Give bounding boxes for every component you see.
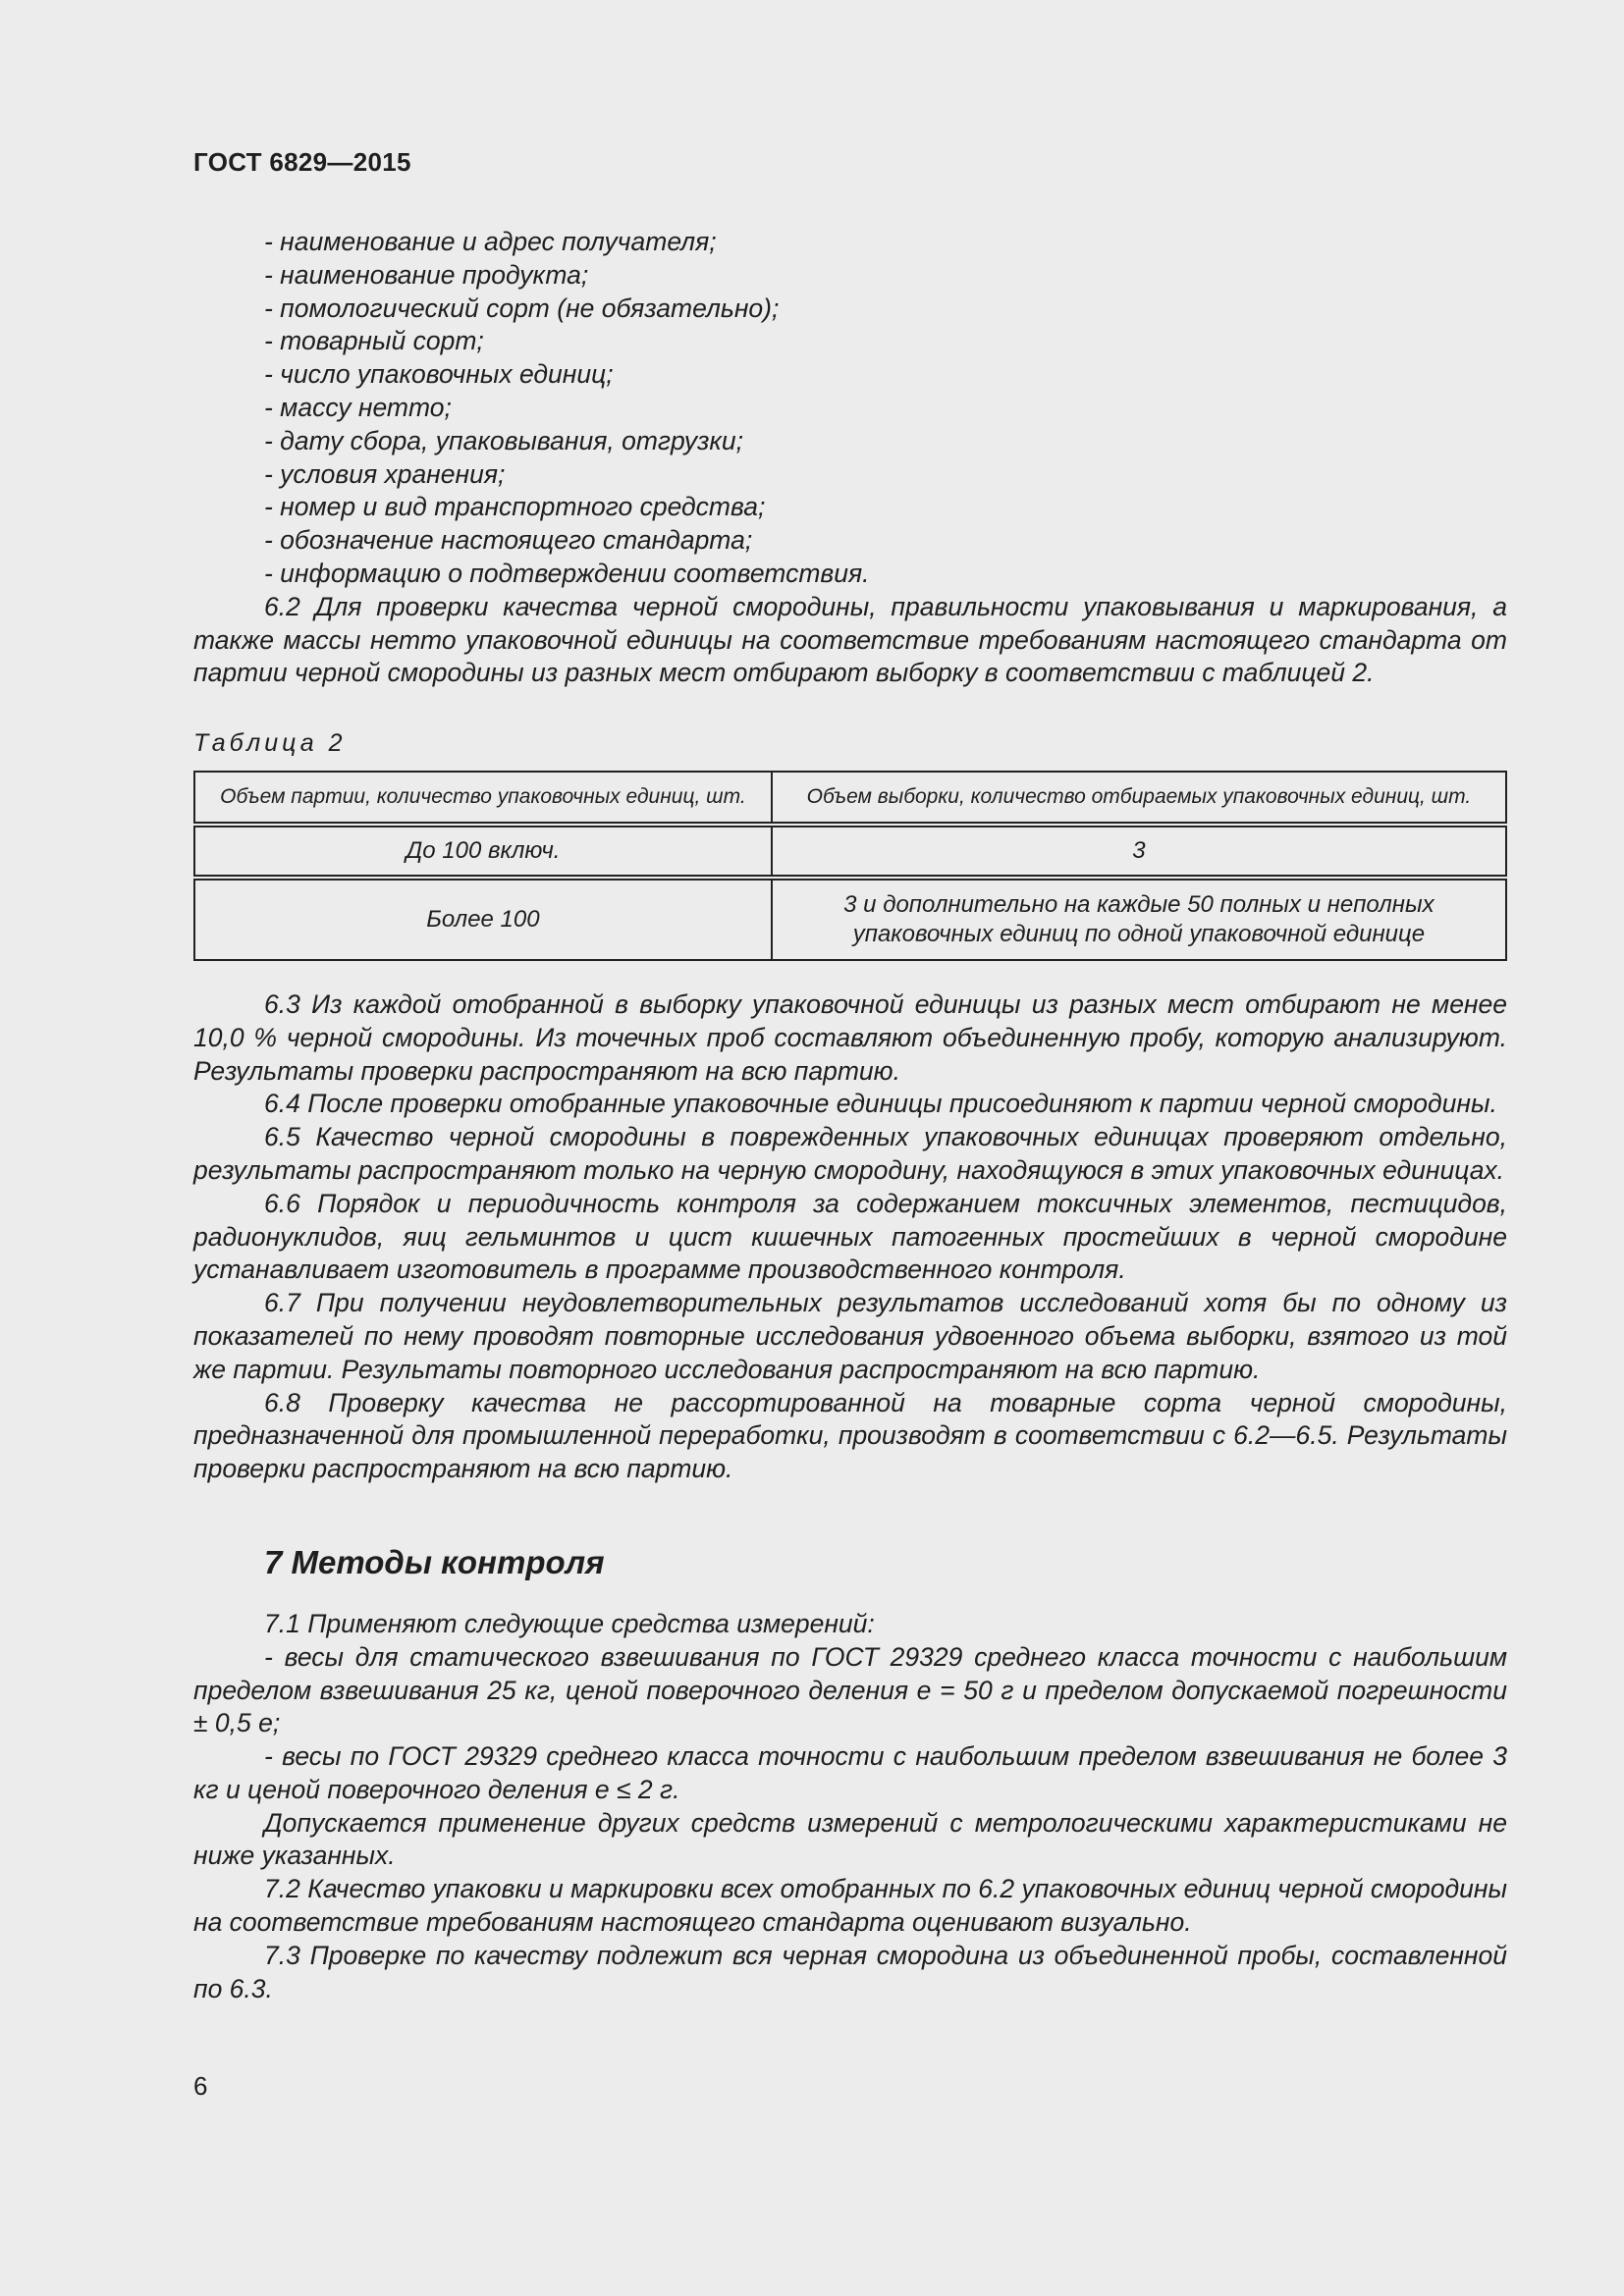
list-item: - условия хранения; bbox=[264, 458, 506, 489]
table-header-cell: Объем выборки, количество отбираемых упаковочных единиц, шт. bbox=[772, 772, 1506, 825]
table-cell: До 100 включ. bbox=[194, 825, 772, 878]
list-item: - весы для статического взвешивания по ГОСТ 29329 среднего класса точности с наибольшим пределом взвешивания 25 кг, ценой поверочного деления e = 50 г и пределом допускаемой погрешности ± 0,5 e; bbox=[193, 1641, 1507, 1738]
list-item: - наименование и адрес получателя; bbox=[264, 227, 717, 256]
paragraph-7-1: 7.1 Применяют следующие средства измерений: bbox=[264, 1608, 875, 1638]
paragraph-7-2: 7.2 Качество упаковки и маркировки всех отобранных по 6.2 упаковочных единиц черной смородины на соответствие требованиям настоящего стандарта оценивают визуально. bbox=[193, 1874, 1507, 1938]
table-cell: 3 и дополнительно на каждые 50 полных и неполных упаковочных единиц по одной упаковочной единице bbox=[772, 878, 1506, 960]
list-item: - дату сбора, упаковывания, отгрузки; bbox=[264, 425, 744, 455]
list-item: - номер и вид транспортного средства; bbox=[264, 492, 766, 522]
table-2 bbox=[193, 771, 1507, 961]
paragraph-6-2: 6.2 Для проверки качества черной смородины, правильности упаковывания и маркирования, а также массы нетто упаковочной единицы на соответствие требованиям настоящего стандарта от партии черной смородины из разных мест отбирают выборку в соответствии с таблицей 2. bbox=[193, 591, 1507, 688]
list-item: - число упаковочных единиц; bbox=[264, 359, 614, 390]
paragraph-6-8: 6.8 Проверку качества не рассортированной на товарные сорта черной смородины, предназначенной для промышленной переработки, производят в соответствии с 6.2—6.5. Результаты проверки распространяют на всю партию. bbox=[193, 1387, 1507, 1484]
paragraph-7-3: 7.3 Проверке по качеству подлежит вся черная смородина из объединенной пробы, составленной по 6.3. bbox=[193, 1940, 1507, 2003]
table-row bbox=[194, 878, 1506, 960]
page-number: 6 bbox=[193, 2071, 208, 2101]
list-item: - помологический сорт (не обязательно); bbox=[264, 293, 780, 323]
paragraph-6-6: 6.6 Порядок и периодичность контроля за содержанием токсичных элементов, пестицидов, радионуклидов, яиц гельминтов и цист кишечных патогенных простейших в черной смородине устанавливает изготовитель в программе производственного контроля. bbox=[193, 1188, 1507, 1285]
paragraph-6-4: 6.4 После проверки отобранные упаковочные единицы присоединяют к партии черной смородины. bbox=[264, 1089, 1497, 1119]
table-cell: 3 bbox=[772, 825, 1506, 878]
list-item: - весы по ГОСТ 29329 среднего класса точности с наибольшим пределом взвешивания не более 3 кг и ценой поверочного деления e ≤ 2 г. bbox=[193, 1741, 1507, 1804]
list-item: - обозначение настоящего стандарта; bbox=[264, 525, 753, 556]
table-header-cell: Объем партии, количество упаковочных единиц, шт. bbox=[194, 772, 772, 825]
paragraph-6-5: 6.5 Качество черной смородины в поврежденных упаковочных единицах проверяют отдельно, результаты распространяют только на черную смородину, находящуюся в этих упаковочных единицах. bbox=[193, 1122, 1507, 1185]
list-item: - товарный сорт; bbox=[264, 326, 484, 356]
table-header-row bbox=[194, 772, 1506, 825]
list-item: - наименование продукта; bbox=[264, 259, 589, 290]
section-title: 7 Методы контроля bbox=[264, 1543, 605, 1580]
paragraph-6-7: 6.7 При получении неудовлетворительных результатов исследований хотя бы по одному из показателей по нему проводят повторные исследования удвоенного объема выборки, взятого из той же партии. Результаты повторного исследования распространяют на всю партию. bbox=[193, 1288, 1507, 1384]
table-caption: Таблица 2 bbox=[193, 729, 347, 758]
list-item: - массу нетто; bbox=[264, 392, 452, 422]
list-item: - информацию о подтверждении соответствия. bbox=[264, 558, 870, 588]
document-body bbox=[193, 226, 1507, 2005]
paragraph-6-3: 6.3 Из каждой отобранной в выборку упаковочной единицы из разных мест отбирают не менее 10,0 % черной смородины. Из точечных проб составляют объединенную пробу, которую анализируют. Результаты проверки распространяют на всю партию. bbox=[193, 988, 1507, 1086]
paragraph-note: Допускается применение других средств измерений с метрологическими характеристиками не ниже указанных. bbox=[193, 1807, 1507, 1871]
document-header: ГОСТ 6829—2015 bbox=[193, 147, 411, 177]
table-row bbox=[194, 825, 1506, 878]
table-cell: Более 100 bbox=[194, 878, 772, 960]
